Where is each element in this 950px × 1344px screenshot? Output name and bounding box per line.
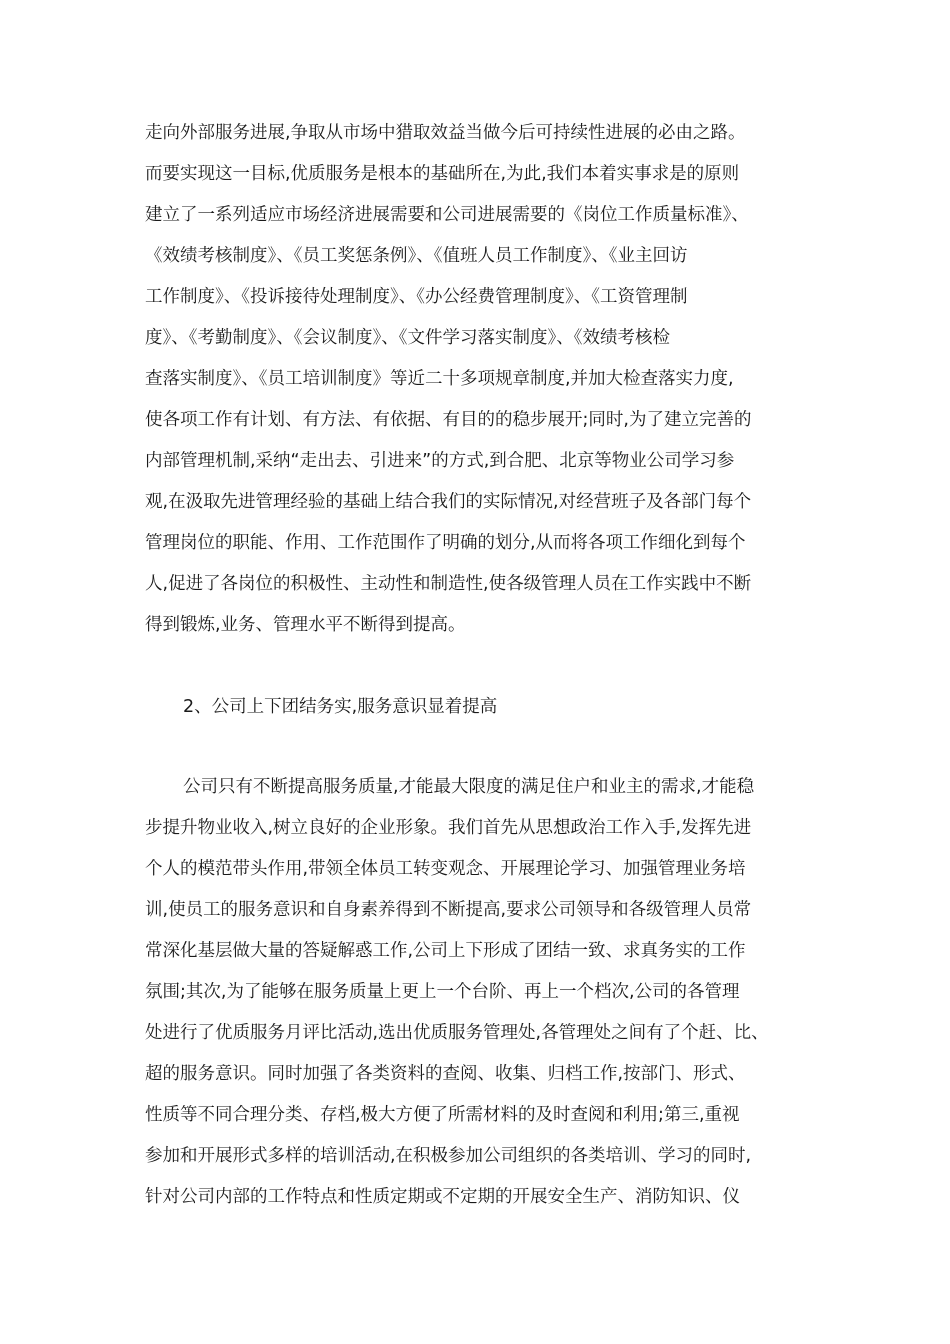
paragraph-line: 针对公司内部的工作特点和性质定期或不定期的开展安全生产、消防知识、仪	[145, 1187, 740, 1207]
paragraph-line: 走向外部服务进展,争取从市场中猎取效益当做今后可持续性进展的必由之路。	[145, 123, 746, 143]
paragraph-line: 参加和开展形式多样的培训活动,在积极参加公司组织的各类培训、学习的同时,	[145, 1146, 752, 1166]
paragraph-line: 个人的模范带头作用,带领全体员工转变观念、开展理论学习、加强管理业务培	[145, 859, 746, 879]
paragraph-line: 公司只有不断提高服务质量,才能最大限度的满足住户和业主的需求,才能稳	[183, 777, 755, 797]
paragraph-line: 观,在汲取先进管理经验的基础上结合我们的实际情况,对经营班子及各部门每个	[145, 492, 752, 512]
paragraph-line: 训,使员工的服务意识和自身素养得到不断提高,要求公司领导和各级管理人员常	[145, 900, 752, 920]
paragraph-line: 得到锻炼,业务、管理水平不断得到提高。	[145, 615, 466, 635]
paragraph-line: 人,促进了各岗位的积极性、主动性和制造性,使各级管理人员在工作实践中不断	[145, 574, 752, 594]
paragraph-line: 常深化基层做大量的答疑解惑工作,公司上下形成了团结一致、求真务实的工作	[145, 941, 746, 961]
paragraph-line: 工作制度》、《投诉接待处理制度》、《办公经费管理制度》、《工资管理制	[145, 287, 688, 307]
paragraph-line: 超的服务意识。同时加强了各类资料的查阅、收集、归档工作,按部门、形式、	[145, 1064, 746, 1084]
paragraph-line: 使各项工作有计划、有方法、有依据、有目的的稳步展开;同时,为了建立完善的	[145, 410, 752, 430]
section-heading: 2、公司上下团结务实,服务意识显着提高	[183, 697, 498, 717]
paragraph-line: 查落实制度》、《员工培训制度》等近二十多项规章制度,并加大检查落实力度,	[145, 369, 734, 389]
paragraph-line: 而要实现这一目标,优质服务是根本的基础所在,为此,我们本着实事求是的原则	[145, 164, 740, 184]
paragraph-line: 度》、《考勤制度》、《会议制度》、《文件学习落实制度》、《效绩考核检	[145, 328, 670, 348]
paragraph-line: 步提升物业收入,树立良好的企业形象。我们首先从思想政治工作入手,发挥先进	[145, 818, 752, 838]
paragraph-line: 氛围;其次,为了能够在服务质量上更上一个台阶、再上一个档次,公司的各管理	[145, 982, 740, 1002]
paragraph-line: 性质等不同合理分类、存档,极大方便了所需材料的及时查阅和利用;第三,重视	[145, 1105, 740, 1125]
paragraph-line: 处进行了优质服务月评比活动,选出优质服务管理处,各管理处之间有了个赶、比、	[145, 1023, 769, 1043]
paragraph-line: 建立了一系列适应市场经济进展需要和公司进展需要的《岗位工作质量标准》、	[145, 205, 749, 225]
paragraph-line: 内部管理机制,采纳“走出去、引进来”的方式,到合肥、北京等物业公司学习参	[145, 451, 735, 471]
paragraph-line: 《效绩考核制度》、《员工奖惩条例》、《值班人员工作制度》、《业主回访	[145, 246, 688, 266]
paragraph-line: 管理岗位的职能、作用、工作范围作了明确的划分,从而将各项工作细化到每个	[145, 533, 746, 553]
